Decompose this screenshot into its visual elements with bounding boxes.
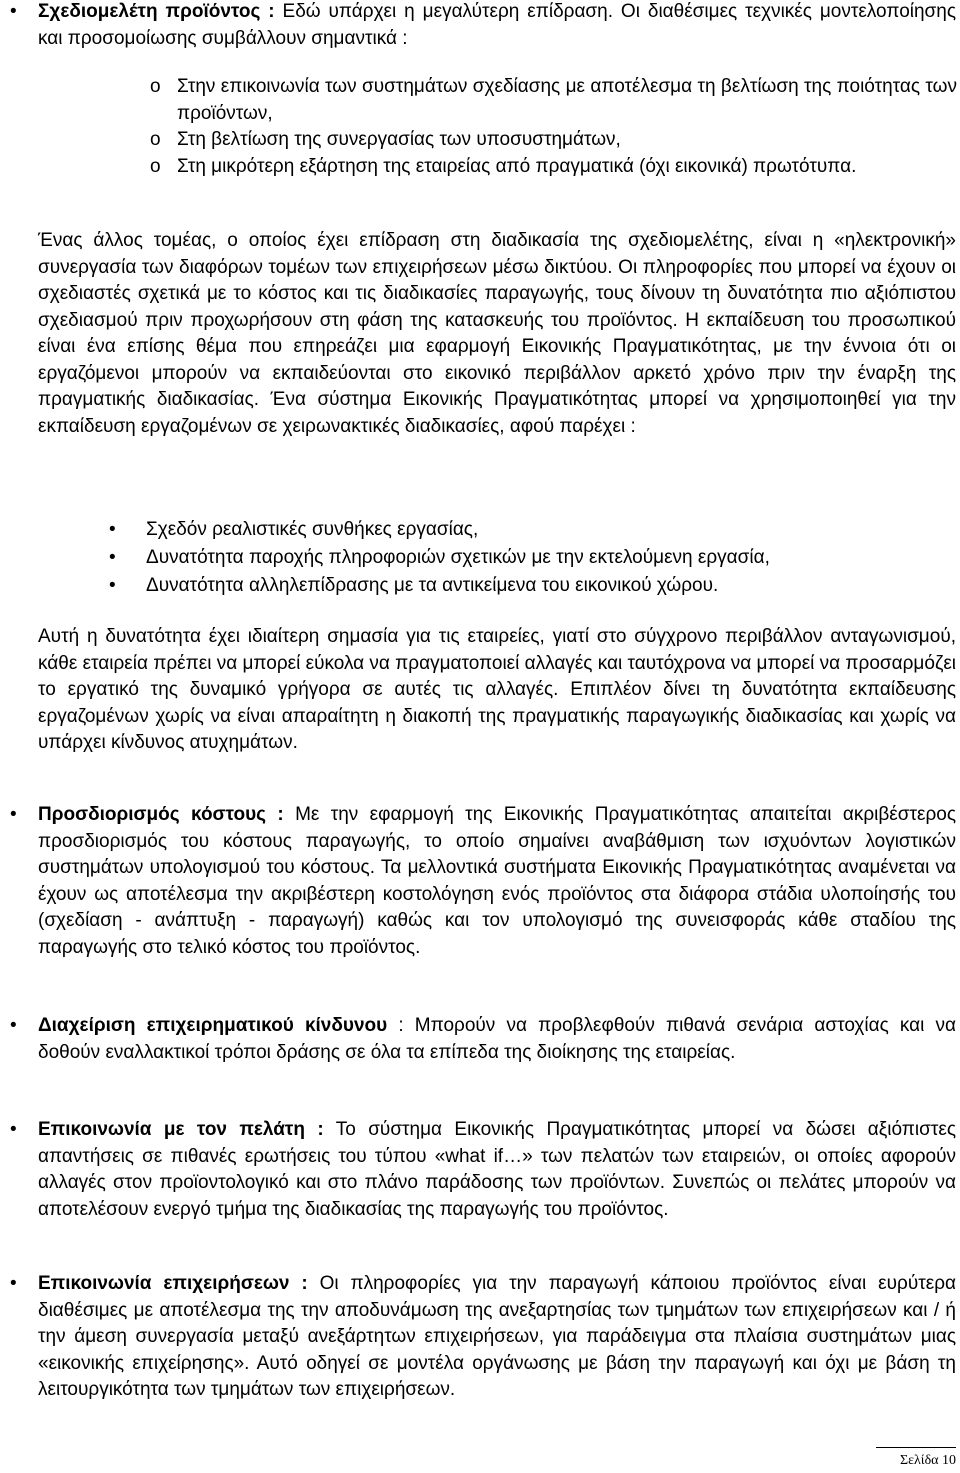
- dot-item-text: Σχεδόν ρεαλιστικές συνθήκες εργασίας,: [146, 519, 479, 540]
- bullet-marker: •: [10, 804, 17, 825]
- bullet-marker: •: [109, 519, 116, 540]
- bullet-marker: •: [10, 1, 17, 22]
- bullet-cost-determination: [10, 802, 957, 961]
- bullet-customer-communication: [10, 1117, 956, 1223]
- sub-item-text: Στην επικοινωνία των συστημάτων σχεδίασης με αποτέλεσμα τη βελτίωση της ποιότητας των προϊόντων,: [177, 76, 957, 124]
- dot-list-item: [109, 544, 926, 572]
- sub-list: [0, 74, 957, 180]
- bullet-marker: •: [10, 1273, 17, 1294]
- section-text: Το σύστημα Εικονικής Πραγματικότητας μπορεί να δώσει αξιόπιστες απαντήσεις σε πιθανές ερωτήσεις του τύπου «what if…» των πελατών των εταιρειών, οι οποίες αφορούν αλλαγές στον προϊοντολογικό και στο πλάνο παράδοσης των προϊόντων. Συνεπώς οι πελάτες μπορούν να αποτελέσουν ενεργό τμήμα της διαδικασίας της παραγωγής του προϊόντος.: [38, 1119, 956, 1220]
- sub-list-item: [150, 127, 957, 154]
- sub-marker: o: [150, 155, 161, 177]
- sub-item-text: Στη βελτίωση της συνεργασίας των υποσυστημάτων,: [177, 129, 621, 150]
- dot-item-text: Δυνατότητα αλληλεπίδρασης με τα αντικείμενα του εικονικού χώρου.: [146, 575, 719, 596]
- sub-list-item: [150, 74, 957, 127]
- section-text: Εδώ υπάρχει η μεγαλύτερη επίδραση. Οι διαθέσιμες τεχνικές μοντελοποίησης και προσομοίωσης συμβάλλουν σημαντικά :: [38, 1, 956, 49]
- dot-list: [0, 516, 960, 600]
- sub-marker: o: [150, 76, 161, 97]
- bullet-marker: •: [10, 1015, 17, 1036]
- dot-list-item: [109, 572, 926, 600]
- sub-list-item: [150, 154, 957, 181]
- paragraph-collaboration: Ένας άλλος τομέας, ο οποίος έχει επίδραση στη διαδικασία της σχεδιομελέτης, είναι η «ηλεκτρονική» συνεργασία των διαφόρων τομέων των επιχειρήσεων μέσω δικτύου. Οι πληροφορίες που μπορεί να έχουν οι σχεδιαστές σχετικά με το κόστος και τις διαδικασίες παραγωγής, τους δίνουν τη δυνατότητα πιο αξιόπιστου σχεδιασμού πριν προχωρήσουν στη φάση της κατασκευής του προϊόντος. Η εκπαίδευση του προσωπικού είναι ένα επίσης θέμα που επηρεάζει μια εφαρμογή Εικονικής Πραγματικότητας, με την έννοια ότι οι εργαζόμενοι μπορούν να εκπαιδεύονται στο εικονικό περιβάλλον αρκετό χρόνο πριν την έναρξη της πραγματικής διαδικασίας. Ένα σύστημα Εικονικής Πραγματικότητας μπορεί να χρησιμοποιηθεί για την εκπαίδευση εργαζομένων σε χειρωνακτικές διαδικασίες, αφού παρέχει :: [38, 230, 956, 437]
- sub-item-text: Στη μικρότερη εξάρτηση της εταιρείας από πραγματικά (όχι εικονικά) πρωτότυπα.: [177, 155, 857, 177]
- section-text: Οι πληροφορίες για την παραγωγή κάποιου προϊόντος είναι ευρύτερα διαθέσιμες με αποτέλεσμα της την αποδυνάμωση της ανεξαρτησίας των τμημάτων των επιχειρήσεων και / ή την άμεση συνεργασία μεταξύ ανεξάρτητων επιχειρήσεων, για παράδειγμα στα πλαίσια συστημάτων μιας «εικονικής επιχείρησης». Αυτό οδηγεί σε μοντέλα οργάνωσης με βάση την παραγωγή και όχι με βάση τη λειτουργικότητα των τμημάτων των επιχειρήσεων.: [38, 1273, 956, 1400]
- page-number: Σελίδα 10: [899, 1453, 956, 1468]
- bullet-business-communication: [10, 1271, 956, 1404]
- dot-list-item: [109, 516, 926, 544]
- bullet-marker: •: [109, 575, 116, 596]
- bullet-risk-management: [10, 1013, 956, 1066]
- paragraph-importance: Αυτή η δυνατότητα έχει ιδιαίτερη σημασία για τις εταιρείες, γιατί στο σύγχρονο περιβάλλον ανταγωνισμού, κάθε εταιρεία πρέπει να μπορεί εύκολα να πραγματοποιεί αλλαγές και ταυτόχρονα να μπορεί να προσαρμόζει το εργατικό της δυναμικό γρήγορα σε αυτές τις αλλαγές. Επιπλέον δίνει τη δυνατότητα εκπαίδευσης εργαζομένων χωρίς να είναι απαραίτητη η διακοπή της πραγματικής παραγωγικής διαδικασίας και χωρίς να υπάρχει κίνδυνος ατυχημάτων.: [38, 626, 957, 753]
- section-heading: Προσδιορισμός κόστους :: [38, 804, 284, 825]
- section-heading: Διαχείριση επιχειρηματικού κίνδυνου: [38, 1015, 388, 1036]
- footer-rule: [876, 1447, 956, 1448]
- bullet-marker: •: [109, 547, 116, 568]
- section-text: : Μπορούν να προβλεφθούν πιθανά σενάρια αστοχίας και να δοθούν εναλλακτικοί τρόποι δράσης σε όλα τα επίπεδα της διοίκησης της εταιρείας.: [38, 1015, 956, 1063]
- section-heading: Επικοινωνία επιχειρήσεων :: [38, 1273, 308, 1294]
- bullet-product-design: [10, 0, 956, 52]
- section-text: Με την εφαρμογή της Εικονικής Πραγματικότητας απαιτείται ακριβέστερος προσδιορισμός του κόστους παραγωγής, το οποίο σημαίνει αναβάθμιση των ισχυόντων λογιστικών συστημάτων υπολογισμού του κόστους. Τα μελλοντικά συστήματα Εικονικής Πραγματικότητας αναμένεται να έχουν ως αποτέλεσμα την ακριβέστερη κοστολόγηση ενός προϊόντος στα διάφορα στάδια υλοποίησής του (σχεδίαση - ανάπτυξη - παραγωγή) καθώς και τον υπολογισμό της συνεισφοράς κάθε σταδίου της παραγωγής στο τελικό κόστος του προϊόντος.: [38, 804, 957, 958]
- dot-item-text: Δυνατότητα παροχής πληροφοριών σχετικών με την εκτελούμενη εργασία,: [146, 547, 770, 568]
- section-heading: Σχεδιομελέτη προϊόντος :: [38, 1, 275, 22]
- section-heading: Επικοινωνία με τον πελάτη :: [38, 1119, 324, 1140]
- sub-marker: o: [150, 129, 161, 150]
- bullet-marker: •: [10, 1119, 17, 1140]
